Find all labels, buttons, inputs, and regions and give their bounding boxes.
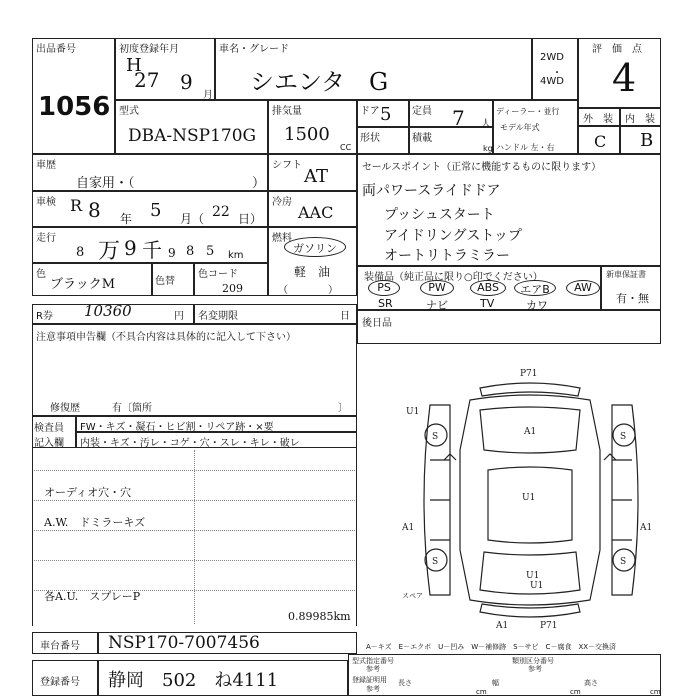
inspection-day-unit: 日） <box>238 212 263 226</box>
name-change-unit: 日 <box>340 311 350 322</box>
model-value: DBA-NSP170G <box>128 126 257 146</box>
width-label: 幅 <box>492 679 499 687</box>
inspection-day: 22 <box>212 204 230 220</box>
cert-ref: 参考 <box>366 685 380 693</box>
color-change-label: 色替 <box>155 276 175 287</box>
mark-u1-left: U1 <box>406 407 420 417</box>
comment-3: 各A.U. スプレーP <box>44 590 141 603</box>
mileage-man-unit: 万 <box>98 239 121 264</box>
mark-u1-roof: U1 <box>522 493 536 503</box>
mileage-unit: km <box>228 250 244 261</box>
mark-p71-rear: P71 <box>540 621 558 630</box>
length-unit: cm <box>476 688 487 696</box>
equip-airbag: エアB <box>514 280 556 296</box>
equip-abs: ABS <box>470 280 506 296</box>
grid-line <box>34 500 355 501</box>
inspector-row1-text: FW・キズ・凝石・ヒビ割・リペア跡・×要 <box>80 422 274 433</box>
mark-p71-front: P71 <box>520 369 538 379</box>
sales-points-label: セールスポイント（正常に機能するものに限ります） <box>362 162 602 173</box>
ac-label: 冷房 <box>272 197 292 208</box>
equip-aw: AW <box>566 280 600 296</box>
chassis-value: NSP170-7007456 <box>108 633 260 653</box>
mark-a1-right: A1 <box>640 523 653 533</box>
equip-ps: PS <box>368 280 400 296</box>
first-reg-month: 9 <box>180 70 193 94</box>
color-label: 色 <box>36 269 46 280</box>
later-box <box>357 310 661 344</box>
mark-s-rr: S <box>620 557 627 567</box>
mileage-sen-unit: 千 <box>142 238 162 262</box>
mark-u1-misc: U1 <box>526 571 540 581</box>
equip-sr: SR <box>378 297 393 310</box>
inspector-label1: 検査員 <box>34 423 64 434</box>
odometer-note: 0.89985km <box>288 610 351 623</box>
grid-line <box>34 530 355 531</box>
mileage-sen: 9 <box>124 236 137 260</box>
inspection-label: 車検 <box>36 197 56 208</box>
int-value: B <box>640 130 654 151</box>
comment-2: A.W. ドミラーキズ <box>44 516 146 529</box>
shift-label: シフト <box>272 160 302 171</box>
drive-4wd: 4WD <box>540 76 564 87</box>
ac-value: AAC <box>298 203 334 222</box>
fuel-value: ガソリン <box>284 237 346 257</box>
warranty-value: 有・無 <box>616 292 649 305</box>
first-reg-era: H <box>126 55 142 76</box>
inspection-month: 5 <box>150 200 162 221</box>
sales-point-3: アイドリングストップ <box>384 228 522 244</box>
grid-line <box>34 470 355 471</box>
equip-leather: カワ <box>526 299 548 312</box>
inspector-label2: 記入欄 <box>34 438 64 449</box>
ext-value: C <box>594 132 607 151</box>
height-unit: cm <box>650 688 661 696</box>
load-unit: kg <box>483 144 493 153</box>
rken-label: R券 <box>36 311 53 322</box>
repair-history-label: 修復歴 <box>50 403 80 414</box>
color-value: ブラックM <box>50 277 116 292</box>
displacement-value: 1500 <box>284 124 330 145</box>
plate-label: 登録番号 <box>40 677 80 688</box>
load-label: 積載 <box>412 133 432 144</box>
rating-label: 評 価 点 <box>592 44 642 55</box>
later-label: 後日品 <box>362 318 392 329</box>
comment-1: オーディオ穴・穴 <box>44 486 132 499</box>
shape-label: 形状 <box>360 133 380 144</box>
name-change-label: 名変期限 <box>198 311 238 322</box>
equip-tv: TV <box>480 297 495 310</box>
history-close: ） <box>252 176 266 191</box>
mark-s-rl: S <box>432 557 439 567</box>
plate-value: 静岡 502 ね4111 <box>108 670 279 691</box>
cert-label: 登録証明用 <box>352 676 387 684</box>
category-label: 類別区分番号 <box>512 657 554 665</box>
capacity-unit: 人 <box>481 119 491 130</box>
mileage-ichi: 5 <box>206 244 215 259</box>
car-name-value: シエンタ G <box>250 68 389 96</box>
mileage-hyaku: 9 <box>168 246 176 260</box>
equip-navi: ナビ <box>426 299 448 312</box>
fuel-label: 燃料 <box>272 233 292 244</box>
dealer-handle: ハンドル 左・右 <box>496 143 555 152</box>
car-diagram <box>400 360 662 630</box>
first-reg-year: 27 <box>134 68 160 92</box>
height-label: 高さ <box>584 679 598 687</box>
spare-label: スペア <box>402 592 423 600</box>
mark-s-fl: S <box>432 432 439 442</box>
car-name-label: 車名・グレード <box>219 44 289 55</box>
mileage-label: 走行 <box>36 233 56 244</box>
type-spec-ref: 参考 <box>366 665 380 673</box>
inspection-year-unit: 年 <box>120 212 133 226</box>
mark-s-fr: S <box>620 432 627 442</box>
mark-a1-rear: A1 <box>496 621 509 630</box>
first-reg-month-unit: 月 <box>203 90 213 101</box>
repair-close: 〕 <box>338 403 348 414</box>
sales-point-1: 両パワースライドドア <box>362 183 501 199</box>
sales-point-2: プッシュスタート <box>384 207 495 223</box>
category-ref: 参考 <box>528 665 542 673</box>
dealer-label: ディーラー・並行 <box>496 107 560 116</box>
drive-2wd: 2WD <box>540 52 564 63</box>
mark-a1-hood: A1 <box>524 427 537 437</box>
fuel-other: （ ） <box>278 285 338 296</box>
first-reg-label: 初度登録年月 <box>119 44 179 55</box>
mileage-ju: 8 <box>186 244 195 259</box>
notes-label: 注意事項申告欄（不具合内容は具体的に記入して下さい） <box>36 332 296 343</box>
mileage-man: 8 <box>76 245 85 260</box>
shift-value: AT <box>304 166 329 187</box>
equip-pw: PW <box>420 280 454 296</box>
capacity-label: 定員 <box>412 106 432 117</box>
history-label: 車歴 <box>36 160 56 171</box>
mark-a1-left: A1 <box>402 523 415 533</box>
rating-value: 4 <box>612 56 637 100</box>
inspection-month-unit: 月（ <box>180 212 205 226</box>
dealer-model-year: モデル年式 <box>500 123 540 132</box>
ext-label: 外 装 <box>583 114 613 125</box>
rken-unit: 円 <box>174 311 184 322</box>
lot-label: 出品番号 <box>36 44 76 55</box>
length-label: 長さ <box>398 679 412 687</box>
equipment-label: 装備品（純正品に限り○印でください） <box>364 272 543 283</box>
doors-value: 5 <box>380 104 392 125</box>
inspection-era: R <box>70 196 83 215</box>
width-unit: cm <box>570 688 581 696</box>
warranty-label: 新車保証書 <box>606 270 646 279</box>
lot-number: 1056 <box>38 92 111 122</box>
type-spec-label: 型式指定番号 <box>352 657 394 665</box>
chassis-label: 車台番号 <box>40 641 80 652</box>
repair-yes: 有〔箇所 <box>112 403 152 414</box>
drive-sep: ・ <box>552 68 562 79</box>
rken-value: 10360 <box>84 302 132 320</box>
displacement-label: 排気量 <box>272 106 302 117</box>
history-value: 自家用・（ <box>76 176 135 191</box>
grid-line <box>34 560 355 561</box>
color-code-label: 色コード <box>198 269 238 280</box>
inspection-year: 8 <box>88 198 101 222</box>
displacement-unit: CC <box>340 143 352 152</box>
mark-u1-rear: U1 <box>530 581 544 591</box>
color-code-value: 209 <box>222 282 243 295</box>
damage-legend: A－キズ E－エクボ U－凹み W－補修跡 S－サビ C－腐食 XX－交換済 <box>366 643 617 651</box>
int-label: 内 装 <box>625 114 655 125</box>
doors-label: ドア <box>360 106 380 117</box>
model-label: 型式 <box>119 106 139 117</box>
history-cell <box>32 154 268 191</box>
sales-point-4: オートリトラミラー <box>384 248 510 264</box>
grid-divider <box>194 450 195 624</box>
spec-box <box>348 654 661 696</box>
fuel-diesel: 軽 油 <box>294 265 331 279</box>
capacity-value: 7 <box>452 106 465 130</box>
inspector-row2-text: 内装・キズ・汚レ・コゲ・穴・スレ・キレ・破レ <box>80 438 300 449</box>
